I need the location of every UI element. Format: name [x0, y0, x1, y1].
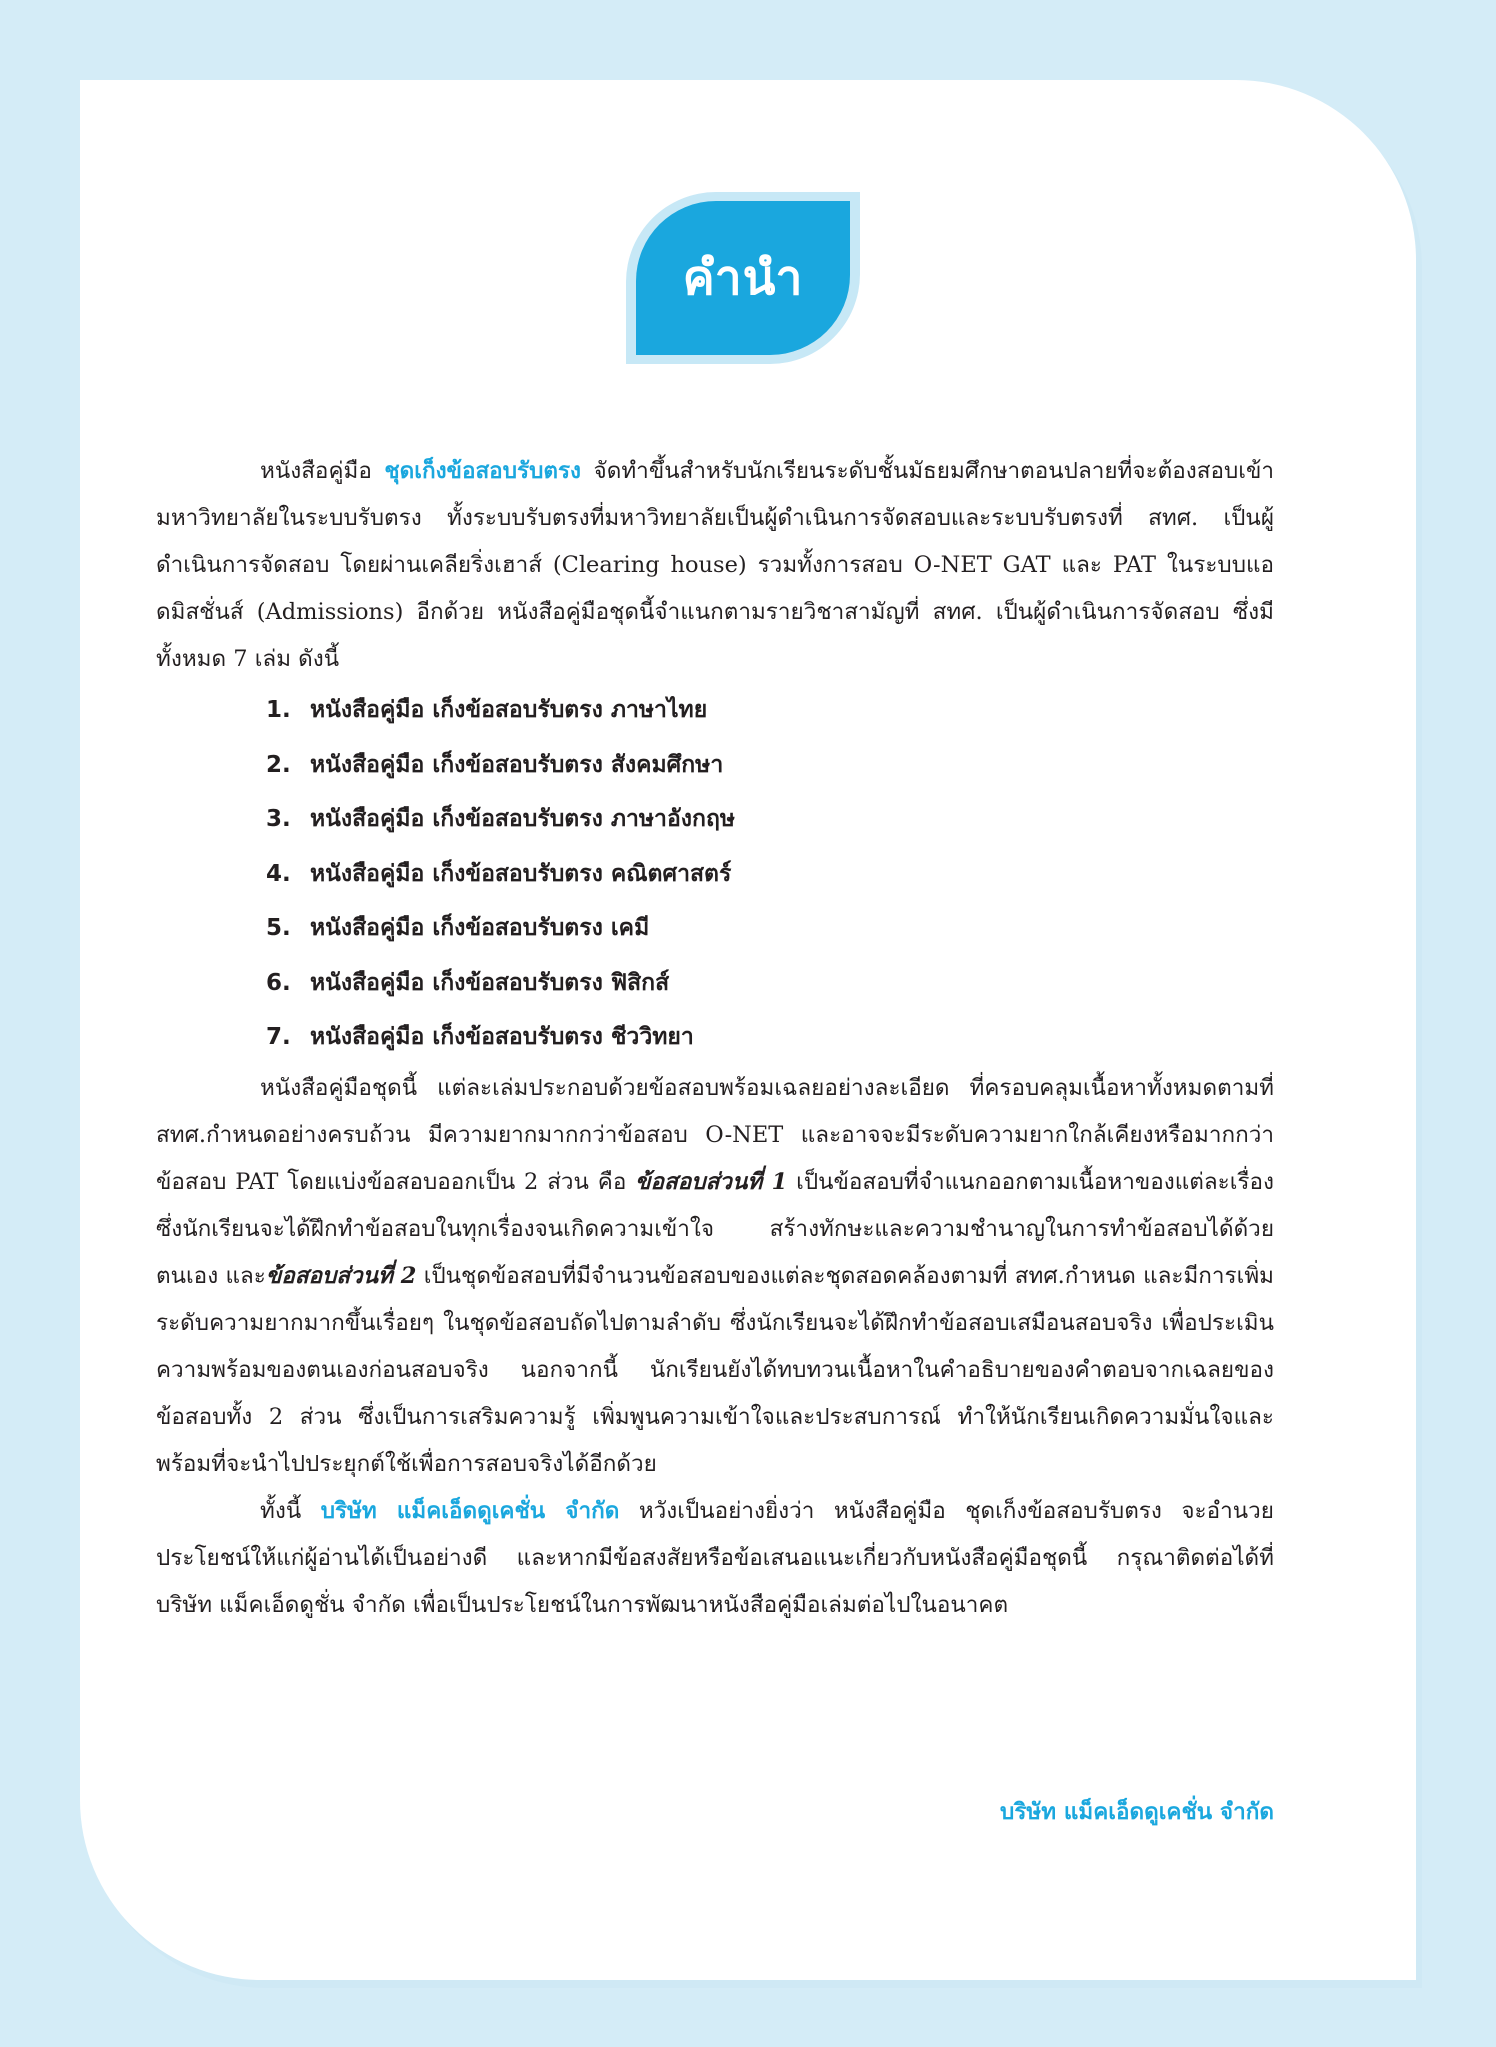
- closing-rest: หวังเป็นอย่างยิ่งว่า หนังสือคู่มือ ชุดเก็งข้อสอบรับตรง จะอำนวยประโยชน์ให้แก่ผู้อ่านได้เป็นอย่างดี และหากมีข้อสงสัยหรือข้อเสนอแนะเกี่ยวกับหนังสือคู่มือชุดนี้ กรุณาติดต่อได้ที่ บริษัท แม็คเอ็ดดูชั่น จำกัด เพื่อเป็นประโยชน์ในการพัฒนาหนังสือคู่มือเล่มต่อไปในอนาคต: [156, 1497, 1274, 1618]
- body-paragraph: [156, 1065, 1274, 1488]
- preface-content: [156, 448, 1274, 1629]
- list-title: หนังสือคู่มือ เก็งข้อสอบรับตรง สังคมศึกษา: [310, 751, 724, 778]
- intro-rest: จัดทำขึ้นสำหรับนักเรียนระดับชั้นมัธยมศึกษาตอนปลายที่จะต้องสอบเข้ามหาวิทยาลัยในระบบรับตรง ทั้งระบบรับตรงที่มหาวิทยาลัยเป็นผู้ดำเนินการจัดสอบและระบบรับตรงที่ สทศ. เป็นผู้ดำเนินการจัดสอบ โดยผ่านเคลียริ่งเฮาส์ (Clearing house) รวมทั้งการสอบ O-NET GAT และ PAT ในระบบแอดมิสชั่นส์ (Admissions) อีกด้วย หนังสือคู่มือชุดนี้จำแนกตามรายวิชาสามัญที่ สทศ. เป็นผู้ดำเนินการจัดสอบ ซึ่งมีทั้งหมด 7 เล่ม ดังนี้: [156, 458, 1274, 672]
- list-number: 7.: [266, 1024, 291, 1050]
- intro-paragraph: [156, 448, 1274, 683]
- list-number: 3.: [266, 806, 291, 832]
- signature: บริษัท แม็คเอ็ดดูเคชั่น จำกัด: [1000, 1799, 1274, 1825]
- list-title: หนังสือคู่มือ เก็งข้อสอบรับตรง ชีววิทยา: [310, 1024, 694, 1050]
- list-title: หนังสือคู่มือ เก็งข้อสอบรับตรง ภาษาอังกฤษ: [310, 806, 736, 832]
- list-title: หนังสือคู่มือ เก็งข้อสอบรับตรง คณิตศาสตร์: [310, 860, 732, 887]
- body-text-b: เป็นข้อสอบที่จำแนกออกตามเนื้อหาของแต่ละเรื่อง ซึ่งนักเรียนจะได้ฝึกทำข้อสอบในทุกเรื่องจนเกิดความเข้าใจ สร้างทักษะและความชำนาญในการทำข้อสอบได้ด้วยตนเอง และ: [156, 1168, 1274, 1289]
- list-number: 2.: [266, 751, 291, 778]
- list-item: [266, 956, 1274, 1011]
- list-item: [266, 901, 1274, 956]
- title-box: [636, 201, 850, 355]
- list-number: 4.: [266, 860, 291, 887]
- series-name: ชุดเก็งข้อสอบรับตรง: [384, 458, 582, 484]
- page-title: คำนำ: [682, 250, 804, 306]
- list-number: 5.: [266, 915, 291, 941]
- company-name: บริษัท แม็คเอ็ดดูเคชั่น จำกัด: [320, 1497, 620, 1524]
- list-item: [266, 738, 1274, 793]
- body-text-a: หนังสือคู่มือชุดนี้ แต่ละเล่มประกอบด้วยข้อสอบพร้อมเฉลยอย่างละเอียด ที่ครอบคลุมเนื้อหาทั้งหมดตามที่ สทศ.กำหนดอย่างครบถ้วน มีความยากมากกว่าข้อสอบ O-NET และอาจจะมีระดับความยากใกล้เคียงหรือมากกว่าข้อสอบ PAT โดยแบ่งข้อสอบออกเป็น 2 ส่วน คือ: [156, 1074, 1274, 1195]
- list-number: 6.: [266, 969, 291, 996]
- part-two-label: ข้อสอบส่วนที่ 2: [265, 1262, 417, 1289]
- part-one-label: ข้อสอบส่วนที่ 1: [635, 1168, 788, 1195]
- title-badge: [626, 192, 860, 364]
- closing-paragraph: [156, 1488, 1274, 1629]
- list-number: 1.: [266, 697, 291, 723]
- closing-start: ทั้งนี้: [260, 1497, 321, 1524]
- body-text-c: เป็นชุดข้อสอบที่มีจำนวนข้อสอบของแต่ละชุดสอดคล้องตามที่ สทศ.กำหนด และมีการเพิ่มระดับความยากมากขึ้นเรื่อยๆ ในชุดข้อสอบถัดไปตามลำดับ ซึ่งนักเรียนจะได้ฝึกทำข้อสอบเสมือนสอบจริง เพื่อประเมินความพร้อมของตนเองก่อนสอบจริง นอกจากนี้ นักเรียนยังได้ทบทวนเนื้อหาในคำอธิบายของคำตอบจากเฉลยของข้อสอบทั้ง 2 ส่วน ซึ่งเป็นการเสริมความรู้ เพิ่มพูนความเข้าใจและประสบการณ์ ทำให้นักเรียนเกิดความมั่นใจและพร้อมที่จะนำไปประยุกต์ใช้เพื่อการสอบจริงได้อีกด้วย: [156, 1262, 1274, 1477]
- list-item: [266, 847, 1274, 902]
- list-item: [266, 792, 1274, 847]
- list-title: หนังสือคู่มือ เก็งข้อสอบรับตรง ฟิสิกส์: [310, 969, 670, 996]
- list-item: [266, 683, 1274, 738]
- list-title: หนังสือคู่มือ เก็งข้อสอบรับตรง ภาษาไทย: [310, 697, 708, 723]
- list-title: หนังสือคู่มือ เก็งข้อสอบรับตรง เคมี: [310, 915, 650, 941]
- list-item: [266, 1010, 1274, 1065]
- intro-start: หนังสือคู่มือ: [260, 458, 385, 484]
- book-list: [156, 683, 1274, 1065]
